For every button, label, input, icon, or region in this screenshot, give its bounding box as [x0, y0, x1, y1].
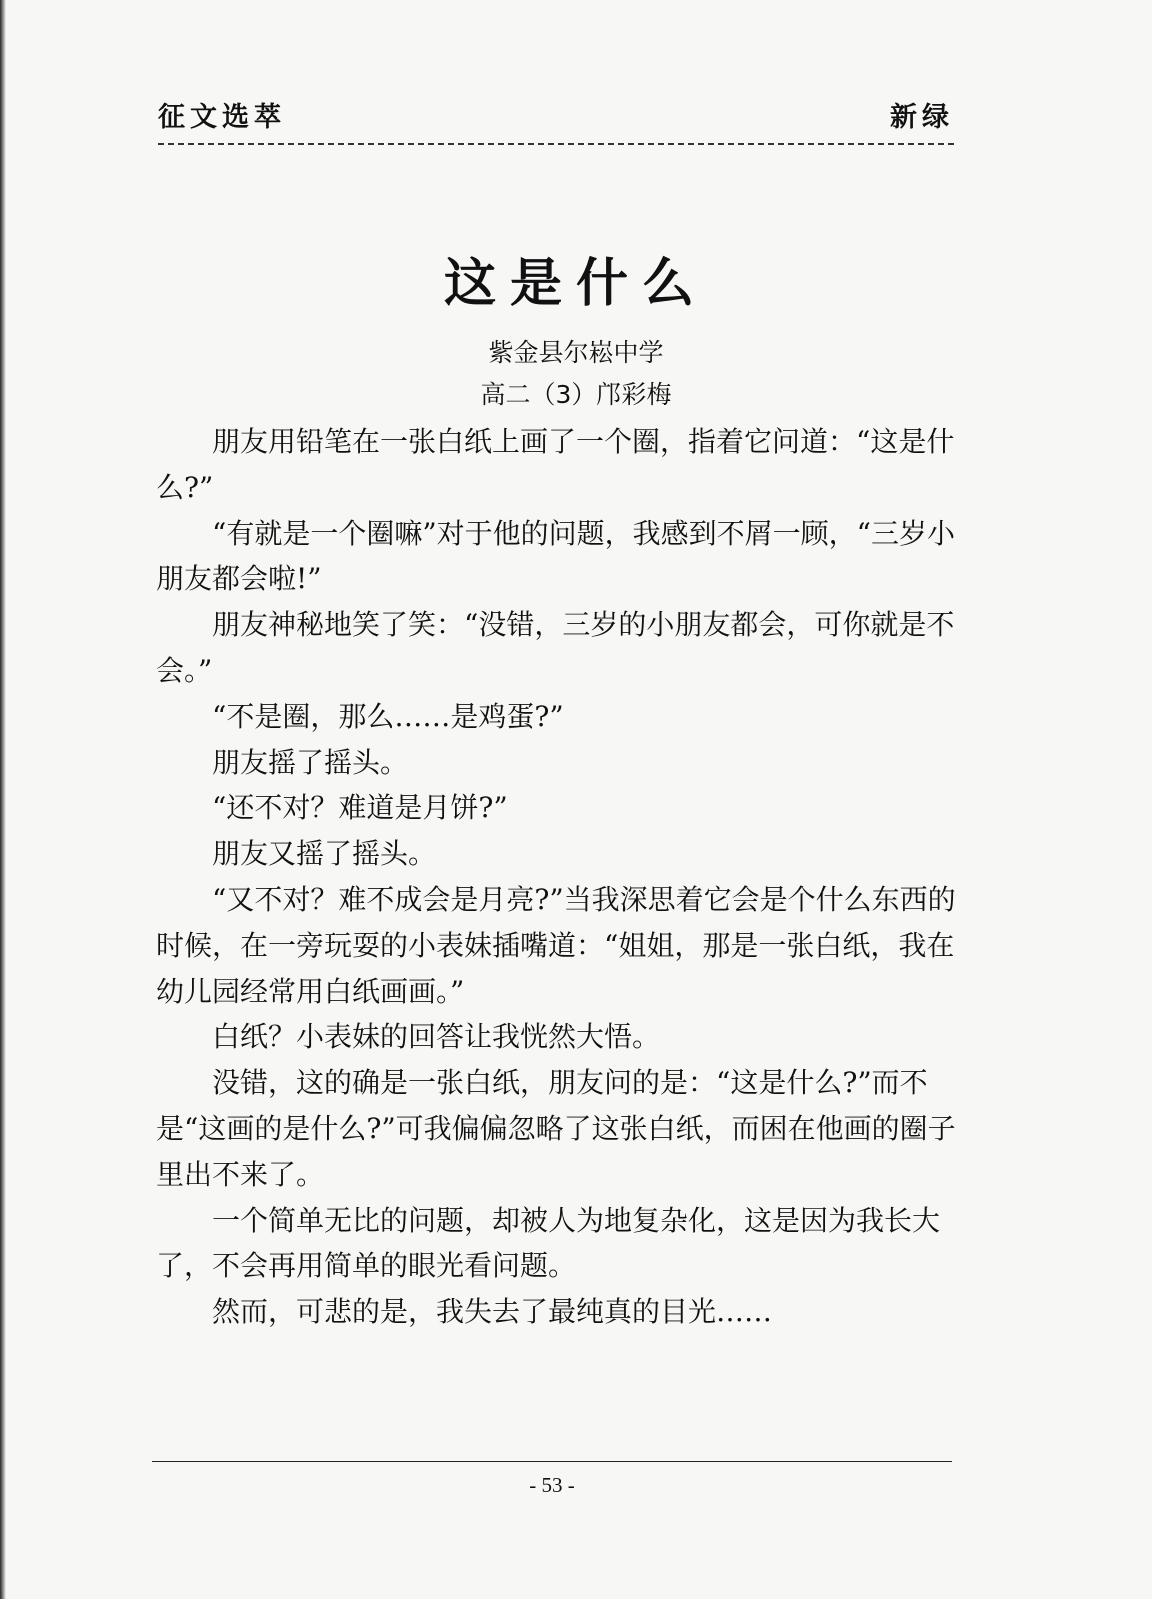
header-divider	[158, 143, 954, 145]
paragraph: 朋友用铅笔在一张白纸上画了一个圈，指着它问道：“这是什么?”	[156, 425, 955, 504]
article-title: 这是什么	[443, 253, 708, 314]
paragraph: 朋友又摇了摇头。	[212, 837, 437, 871]
paragraph: 一个简单无比的问题，却被人为地复杂化，这是因为我长大了，不会再用简单的眼光看问题。	[156, 1203, 941, 1283]
article-school: 紫金县尔崧中学	[488, 338, 664, 367]
header-column-name: 新绿	[890, 102, 954, 133]
paragraph: 朋友摇了摇头。	[212, 745, 409, 779]
paragraph: “又不对？难不成会是月亮?”当我深思着它会是个什么东西的时候，在一旁玩耍的小表妹插嘴道：“姐姐，那是一张白纸，我在幼儿园经常用白纸画画。”	[156, 882, 956, 1008]
paragraph: 朋友神秘地笑了笑：“没错，三岁的小朋友都会，可你就是不会。”	[156, 608, 955, 687]
paragraph: “有就是一个圈嘛”对于他的问题，我感到不屑一顾，“三岁小朋友都会啦!”	[156, 516, 955, 596]
paragraph: 白纸？小表妹的回答让我恍然大悟。	[212, 1020, 661, 1054]
article-author: 高二（3）邝彩梅	[480, 380, 672, 409]
running-header	[158, 100, 954, 140]
paragraph: “还不对？难道是月饼?”	[212, 791, 508, 825]
paragraph: 然而，可悲的是，我失去了最纯真的目光……	[212, 1295, 773, 1329]
header-section-title: 征文选萃	[158, 102, 286, 133]
article-body	[156, 419, 956, 1335]
scan-edge	[0, 0, 6, 1599]
paragraph: “不是圈，那么……是鸡蛋?”	[212, 699, 564, 733]
paragraph: 没错，这的确是一张白纸，朋友问的是：“这是什么?”而不是“这画的是什么?”可我偏偏忽略了这张白纸，而困在他画的圈子里出不来了。	[156, 1066, 956, 1191]
page-number: - 53 -	[529, 1473, 575, 1497]
footer-divider	[152, 1461, 952, 1462]
